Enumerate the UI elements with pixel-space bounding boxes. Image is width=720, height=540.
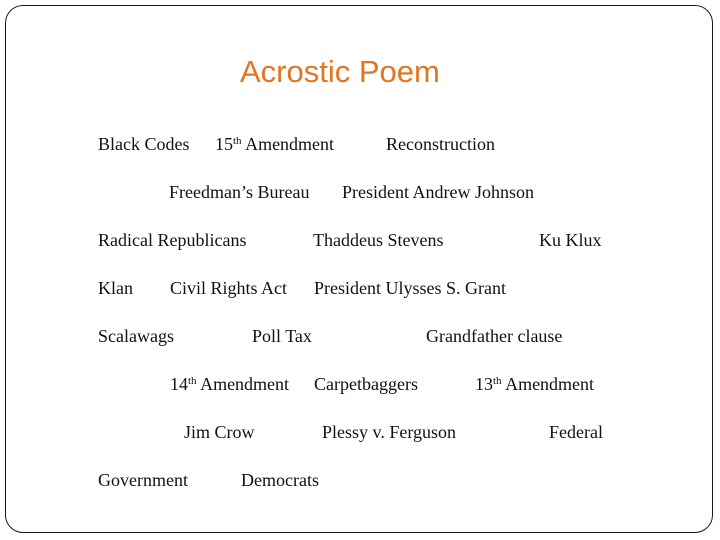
term-scalawags: Scalawags <box>98 326 174 346</box>
term-klan: Klan <box>98 278 133 298</box>
term-thaddeus-stevens: Thaddeus Stevens <box>313 230 444 250</box>
term-government: Government <box>98 470 188 490</box>
term-black-codes: Black Codes <box>98 134 190 154</box>
term-poll-tax: Poll Tax <box>252 326 312 346</box>
term-grandfather-clause: Grandfather clause <box>426 326 563 346</box>
term-federal: Federal <box>549 422 603 442</box>
slide <box>5 5 713 533</box>
term-president-ulysses-grant: President Ulysses S. Grant <box>314 278 506 298</box>
slide-title: Acrostic Poem <box>240 54 440 89</box>
term-15th-amendment: 15th Amendment <box>215 134 335 154</box>
term-freedmans-bureau: Freedman’s Bureau <box>169 182 310 202</box>
term-civil-rights-act: Civil Rights Act <box>170 278 288 298</box>
term-ku-klux: Ku Klux <box>539 230 602 250</box>
term-14th-amendment: 14th Amendment <box>170 374 290 394</box>
term-13th-amendment: 13th Amendment <box>475 374 595 394</box>
term-reconstruction: Reconstruction <box>386 134 495 154</box>
term-president-andrew-johnson: President Andrew Johnson <box>342 182 534 202</box>
term-carpetbaggers: Carpetbaggers <box>314 374 418 394</box>
term-plessy-v-ferguson: Plessy v. Ferguson <box>322 422 457 442</box>
term-radical-republicans: Radical Republicans <box>98 230 247 250</box>
term-democrats: Democrats <box>241 470 319 490</box>
term-jim-crow: Jim Crow <box>184 422 255 442</box>
